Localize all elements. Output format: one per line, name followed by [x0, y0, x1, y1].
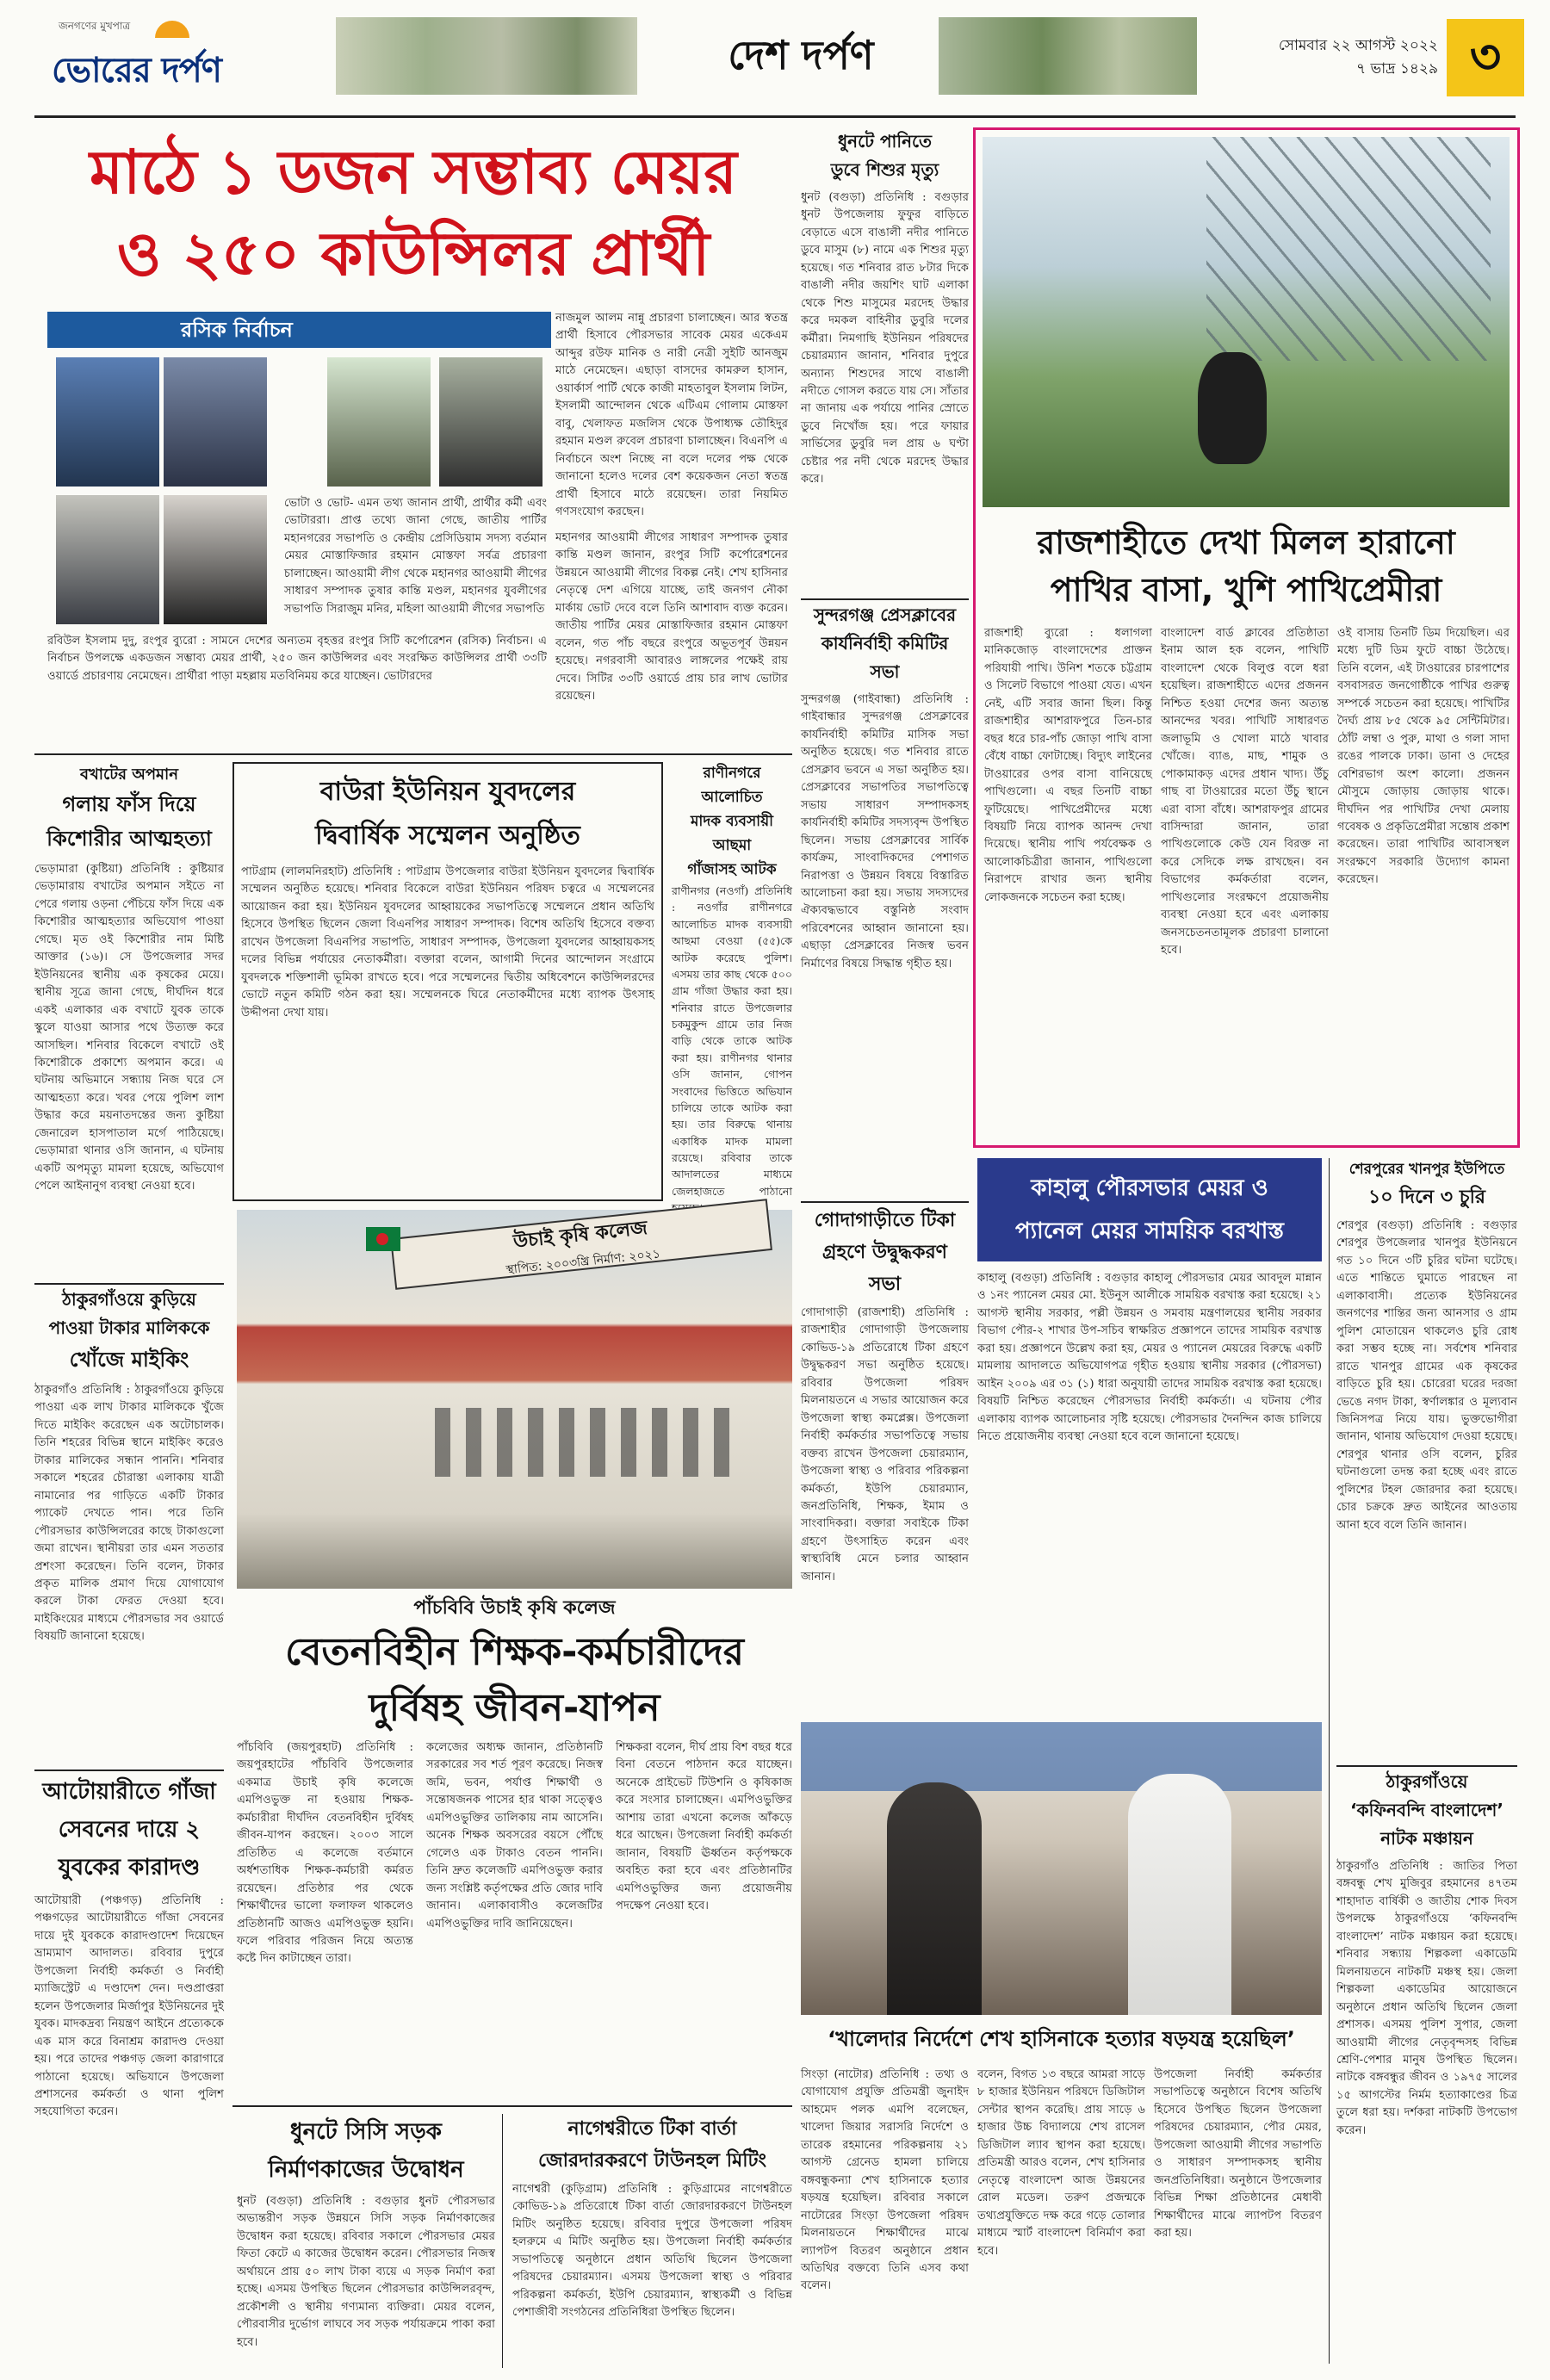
wallet-title-1: ঠাকুরগাঁওয়ে কুড়িয়ে	[62, 1289, 196, 1310]
lead-body-col3b: মহানগর আওয়ামী লীগের সাধারণ সম্পাদক তুষার কান্তি মণ্ডল জানান, রংপুর সিটি কর্পোরেশনের উন্নয়নে আওয়ামী লীগের বিকল্প নেই। শেখ হাসিনার নেতৃত্বে দেশ এগিয়ে যাচ্ছে, তাই জনগণ নৌকা মার্কায় ভোট দেবে বলে তিনি আশাবাদ ব্যক্ত করেন। জাতীয় পার্টির মেয়র মোস্তাফিজার রহমান মোস্তফা বলেন, গত পাঁচ বছরে রংপুরে অভূতপূর্ব উন্নয়ন হয়েছে। নগরবাসী আবারও লাঙ্গলের পক্ষেই রায় দেবে। সিটির ৩৩টি ওয়ার্ডে প্রায় চার লাখ ভোটার রয়েছেন।	[555, 531, 788, 703]
mid-rule-2	[801, 1201, 969, 1203]
masthead-rule	[34, 115, 1516, 118]
road-title-1: ধুনটে সিসি সড়ক	[290, 2119, 442, 2145]
lead-bottom-rule	[34, 753, 792, 755]
ganja-story	[34, 1774, 224, 2368]
candidate-photo-3	[327, 357, 431, 487]
ganja-title-2: সেবনের দায়ে ২	[58, 1817, 201, 1843]
vaccine-title-2: গ্রহণে উদ্বুদ্ধকরণ	[822, 1242, 947, 1263]
road-tb-divider	[502, 2114, 503, 2368]
vaccine-title-3: সভা	[868, 1274, 902, 1295]
candidate-photo-5	[56, 495, 159, 624]
left-rule-1	[34, 1283, 224, 1285]
lead-body-col3: নাজমুল আলম নান্নু প্রচারণা চালাচ্ছেন। আর স্বতন্ত্র প্রার্থী হিসাবে পৌরসভার সাবেক মেয়র একেএম আব্দুর রউফ মানিক ও নারী নেত্রী সুইটি আনজুম মাঠে নেমেছেন। এছাড়া বাসদের কামরুল হাসান, ওয়ার্কার্স পার্টি থেকে কাজী মাহতাবুল ইসলাম লিটন, ইসলামী আন্দোলন থেকে এটিএম গোলাম মোস্তফা বাবু, খেলাফত মজলিস থেকে উপাধ্যক্ষ তৌহিদুর রহমান মণ্ডল রুবেল প্রচারণা চালাচ্ছেন। বিএনপি এ নির্বাচনে অংশ নিচ্ছে না বলে দলের পক্ষ থেকে জানানো হলেও দলের বেশ কয়েকজন নেতা স্বতন্ত্র প্রার্থী হিসাবে মাঠে রয়েছেন। তারা নিয়মিত গণসংযোগ করছেন।	[555, 312, 788, 518]
drug-title-3: গাঁজাসহ আটক	[687, 861, 777, 878]
lead-headline-line1: মাঠে ১ ডজন সম্ভাব্য মেয়র	[90, 137, 737, 208]
theft-title-2: ১০ দিনে ৩ চুরি	[1368, 1187, 1485, 1208]
press-club-story	[801, 603, 969, 1197]
logo-tagline: জনগণের মুখপাত্র	[59, 20, 131, 32]
lead-body-col1: রবিউল ইসলাম দুদু, রংপুর ব্যুরো : সামনে দেশের অন্যতম বৃহত্তর রংপুর সিটি কর্পোরেশন (রসিক) নির্বাচন। এ নির্বাচন উপলক্ষে একডজন সম্ভাব্য মেয়র প্রার্থী, ২৫০ জন কাউন্সিলর এবং সংরক্ষিত কাউন্সিলর প্রার্থী ৩৩টি ওয়ার্ডে প্রচারণায় নেমেছেন। প্রার্থীরা পাড়া মহল্লায় মতবিনিময় করে যাচ্ছেন। ভোটারদের	[47, 635, 547, 683]
college-headline-1: বেতনবিহীন শিক্ষক-কর্মচারীদের	[285, 1630, 744, 1674]
tower-frame	[1206, 137, 1491, 361]
masthead-photo-strip-left	[336, 17, 637, 95]
logo-block	[52, 19, 250, 96]
candidate-photo-6	[164, 495, 267, 624]
kahalu-headline-2: প্যানেল মেয়র সাময়িক বরখাস্ত	[1014, 1218, 1284, 1244]
ganja-title-3: যুবকের কারাদণ্ড	[58, 1855, 201, 1881]
drug-title-2: মাদক ব্যবসায়ী আছমা	[690, 813, 773, 854]
bauara-body: পাটগ্রাম (লালমনিরহাট) প্রতিনিধি : পাটগ্রাম উপজেলার বাউরা ইউনিয়ন যুবদলের দ্বিবার্ষিক সম্মেলন অনুষ্ঠিত হয়েছে। শনিবার বিকেলে বাউরা ইউনিয়ন পরিষদ চত্বরে এ সম্মেলনের আয়োজন করা হয়। ইউনিয়ন যুবদলের আহ্বায়কের সভাপতিত্বে সম্মেলনে প্রধান অতিথি হিসেবে উপস্থিত ছিলেন জেলা বিএনপির সাধারণ সম্পাদক। বিশেষ অতিথি হিসেবে বক্তব্য রাখেন উপজেলা বিএনপির সভাপতি, সাধারণ সম্পাদক, উপজেলা যুবদলের আহ্বায়কসহ দলের বিভিন্ন পর্যায়ের নেতাকর্মীরা। বক্তারা বলেন, আগামী দিনের আন্দোলন সংগ্রামে যুবদলকে শক্তিশালী ভূমিকা রাখতে হবে। পরে সম্মেলনের দ্বিতীয় অধিবেশনে কাউন্সিলরদের ভোটে নতুন কমিটি গঠন করা হয়। সম্মেলনকে ঘিরে নেতাকর্মীদের মধ্যে ব্যাপক উৎসাহ উদ্দীপনা দেখা যায়।	[241, 865, 654, 1020]
bird-body-3: ওই বাসায় তিনটি ডিম দিয়েছিল। এর মধ্যে দুটি ডিম ফুটে বাচ্চা উঠেছে। তিনি বলেন, এই টাওয়ারের চারপাশের বসবাসরত জনগোষ্ঠীকে পাখির গুরুত্ব সম্পর্কে সচেতন করা হয়েছে। পাখিটির দৈর্ঘ্য প্রায় ৮৫ থেকে ৯৫ সেন্টিমিটার। ঠোঁট লম্বা ও পুরু, মাথা ও গলা সাদা রঙের পালকে ঢাকা। ডানা ও দেহের বেশিরভাগ অংশ কালো। প্রজনন মৌসুমে জোড়ায় জোড়ায় থাকে। দীর্ঘদিন পর পাখিটির দেখা মেলায় গবেষক ও প্রকৃতিপ্রেমীরা সন্তোষ প্রকাশ করেছেন। তারা পাখিটির আবাসস্থল সংরক্ষণে সরকারি উদ্যোগ কামনা করেছেন।	[1337, 627, 1510, 887]
logo-text: ভোরের দর্পণ	[52, 51, 221, 90]
wallet-body: ঠাকুরগাঁও প্রতিনিধি : ঠাকুরগাঁওয়ে কুড়িয়ে পাওয়া এক লাখ টাকার মালিককে খুঁজে দিতে মাইকিং করেছেন এক অটোচালক। তিনি শহরের বিভিন্ন স্থানে মাইকিং করেও টাকার মালিকের সন্ধান পাননি। শনিবার সকালে শহরের চৌরাস্তা এলাকায় যাত্রী নামানোর পর গাড়িতে একটি টাকার প্যাকেট দেখতে পান। পরে তিনি পৌরসভার কাউন্সিলরের কাছে টাকাগুলো জমা রাখেন। স্থানীয়রা তার এমন সততার প্রশংসা করেছেন। তিনি বলেন, টাকার প্রকৃত মালিক প্রমাণ দিয়ে যোগাযোগ করলে টাকা ফেরত দেওয়া হবে। মাইকিংয়ের মাধ্যমে পৌরসভার সব ওয়ার্ডে বিষয়টি জানানো হয়েছে।	[34, 1384, 224, 1644]
ganja-title-1: আটোয়ারীতে গাঁজা	[42, 1779, 216, 1805]
candidate-photo-2	[164, 357, 267, 487]
lead-headline-line2: ও ২৫০ কাউন্সিলর প্রার্থী	[116, 219, 710, 289]
vaccine-story	[801, 1205, 969, 1705]
bauara-title-2: দ্বিবার্ষিক সম্মেলন অনুষ্ঠিত	[315, 821, 580, 851]
drowning-title-2: ডুবে শিশুর মৃত্যু	[830, 159, 939, 180]
bird-body-1: রাজশাহী ব্যুরো : ধলাগলা মানিকজোড় বাংলাদেশের প্রাক্তন পরিযায়ী পাখি। উনিশ শতকে চট্টগ্রাম ও সিলেট বিভাগে পাওয়া যেত। এখন নেই, এটি সবার জানা ছিল। কিন্তু রাজশাহীর আশরাফপুরে তিন-চার বছর ধরে চার-পাঁচ জোড়া পাখি বাসা বেঁধে বাচ্চা ফোটাচ্ছে। বিদ্যুৎ লাইনের টাওয়ারের ওপর বাসা বানিয়েছে পাখিগুলো। এ বছর তিনটি বাচ্চা ফুটিয়েছে। পাখিপ্রেমীদের মধ্যে বিষয়টি নিয়ে ব্যাপক আনন্দ দেখা দিয়েছে। স্থানীয় পাখি পর্যবেক্ষক ও আলোকচিত্রীরা জানান, পাখিগুলো নিরাপদে রাখার জন্য স্থানীয় লোকজনকে সচেতন করা হচ্ছে।	[984, 627, 1152, 904]
college-body-1: পাঁচবিবি (জয়পুরহাট) প্রতিনিধি : জয়পুরহাটের পাঁচবিবি উপজেলার একমাত্র উচাই কৃষি কলেজে এমপিওভুক্ত না হওয়ায় শিক্ষক-কর্মচারীরা দীর্ঘদিন বেতনবিহীন দুর্বিষহ জীবন-যাপন করছেন। ২০০৩ সালে প্রতিষ্ঠিত এ কলেজে বর্তমানে অর্ধশতাধিক শিক্ষক-কর্মচারী কর্মরত রয়েছেন। প্রতিষ্ঠার পর থেকে শিক্ষার্থীদের ভালো ফলাফল থাকলেও প্রতিষ্ঠানটি আজও এমপিওভুক্ত হয়নি। ফলে পরিবার পরিজন নিয়ে অত্যন্ত কষ্টে দিন কাটাচ্ছেন তারা।	[237, 1741, 413, 1966]
road-body: ধুনট (বগুড়া) প্রতিনিধি : বগুড়ার ধুনট পৌরসভার অভ্যন্তরীণ সড়ক উন্নয়নে সিসি সড়ক নির্মাণকাজের উদ্বোধন করা হয়েছে। রবিবার সকালে পৌরসভার মেয়র ফিতা কেটে এ কাজের উদ্বোধন করেন। পৌরসভার নিজস্ব অর্থায়নে প্রায় ৫০ লাখ টাকা ব্যয়ে এ সড়ক নির্মাণ করা হচ্ছে। এসময় উপস্থিত ছিলেন পৌরসভার কাউন্সিলরবৃন্দ, প্রকৌশলী ও স্থানীয় গণ্যমান্য ব্যক্তিরা। মেয়র বলেন, পৌরবাসীর দুর্ভোগ লাঘবে সব সড়ক পর্যায়ক্রমে পাকা করা হবে।	[237, 2195, 495, 2349]
lead-kicker: রসিক নির্বাচন	[47, 312, 551, 348]
wallet-story	[34, 1287, 224, 1765]
college-sign-name: উচাই কৃষি কলেজ	[512, 1217, 648, 1254]
right-col-divider	[1329, 1158, 1330, 2364]
laptop-event-photo	[801, 1722, 1322, 2015]
right-rule	[1336, 1765, 1517, 1767]
masthead-date	[1214, 34, 1438, 86]
theft-title-1: শেরপুরের খানপুর ইউপিতে	[1348, 1161, 1505, 1178]
left-rule-2	[34, 1770, 224, 1771]
tb-title-2: জোরদারকরণে টাউনহল মিটিং	[538, 2150, 766, 2172]
suicide-story	[34, 762, 224, 1279]
suicide-title-1: বখাটের অপমান	[79, 765, 179, 784]
drama-title-3: নাটক মঞ্চায়ন	[1380, 1828, 1473, 1849]
theft-story	[1336, 1158, 1517, 1761]
college-flag	[366, 1227, 400, 1251]
banner-backdrop	[801, 1722, 1322, 1791]
drowning-body: ধুনট (বগুড়া) প্রতিনিধি : বগুড়ার ধুনট উপজেলায় ফুফুর বাড়িতে বেড়াতে এসে বাঙালী নদীর পানিতে ডুবে মাসুম (৮) নামে এক শিশুর মৃত্যু হয়েছে। গত শনিবার রাত ৮টার দিকে বাঙালী নদীর জয়শিং ঘাট এলাকা থেকে শিশু মাসুমের মরদেহ উদ্ধার করে দমকল বাহিনীর ডুবুরি দলের কর্মীরা। নিমগাছি ইউনিয়ন পরিষদের চেয়ারম্যান জানান, শনিবার দুপুরে অন্যান্য শিশুদের সাথে বাঙালী নদীতে গোসল করতে যায় সে। সাঁতার না জানায় এক পর্যায়ে পানির স্রোতে ডুবে নিখোঁজ হয়। পরে ফায়ার সার্ভিসের ডুবুরি দল প্রায় ৬ ঘণ্টা চেষ্টার পর নদী থেকে মরদেহ উদ্ধার করে।	[801, 191, 969, 487]
bird-story	[973, 127, 1520, 1148]
college-photo-caption: পাঁচবিবি উচাই কৃষি কলেজ	[413, 1597, 616, 1619]
bird-headline-1: রাজশাহীতে দেখা মিলল হারানো	[1037, 524, 1455, 561]
drowning-story	[801, 129, 969, 594]
wallet-title-2: পাওয়া টাকার মালিককে	[48, 1317, 210, 1338]
drama-body: ঠাকুরগাঁও প্রতিনিধি : জাতির পিতা বঙ্গবন্ধু শেখ মুজিবুর রহমানের ৪৭তম শাহাদাত বার্ষিকী ও জাতীয় শোক দিবস উপলক্ষে ঠাকুরগাঁওয়ে ‘কফিনবন্দি বাংলাদেশ’ নাটক মঞ্চায়ন করা হয়েছে। শনিবার সন্ধ্যায় শিল্পকলা একাডেমি মিলনায়তনে নাটকটি মঞ্চস্থ হয়। জেলা শিল্পকলা একাডেমির আয়োজনে অনুষ্ঠানে প্রধান অতিথি ছিলেন জেলা প্রশাসক। এসময় পুলিশ সুপার, জেলা আওয়ামী লীগের নেতৃবৃন্দসহ বিভিন্ন শ্রেণি-পেশার মানুষ উপস্থিত ছিলেন। নাটকে বঙ্গবন্ধুর জীবন ও ১৯৭৫ সালের ১৫ আগস্টের নির্মম হত্যাকাণ্ডের চিত্র তুলে ধরা হয়। দর্শকরা নাটকটি উপভোগ করেন।	[1336, 1860, 1517, 2137]
lead-story	[34, 125, 792, 749]
press-title-3: সভা	[870, 661, 900, 682]
college-sign-year: স্থাপিত: ২০০৩খ্রি নির্মাণ: ২০২১	[505, 1247, 661, 1278]
drowning-title-1: ধুনটে পানিতে	[837, 131, 933, 152]
page-number: ৩	[1447, 19, 1524, 96]
kahalu-body: কাহালু (বগুড়া) প্রতিনিধি : বগুড়ার কাহালু পৌরসভার মেয়র আবদুল মান্নান ও ১নং প্যানেল মেয়র মো. ইউনুস আলীকে সাময়িক বরখাস্ত করা হয়েছে। ২১ আগস্ট স্থানীয় সরকার, পল্লী উন্নয়ন ও সমবায় মন্ত্রণালয়ের স্থানীয় সরকার বিভাগ পৌর-২ শাখার উপ-সচিব স্বাক্ষরিত প্রজ্ঞাপনে তাদের সাময়িক বরখাস্ত করা হয়। প্রজ্ঞাপনে উল্লেখ করা হয়, মেয়র ও প্যানেল মেয়রের বিরুদ্ধে একটি মামলায় আদালতে অভিযোগপত্র গৃহীত হওয়ায় স্থানীয় সরকার (পৌরসভা) আইন ২০০৯ এর ৩১ (১) ধারা অনুযায়ী তাদের সাময়িক বরখাস্ত করা হয়েছে। বিষয়টি নিশ্চিত করেছেন পৌরসভার নির্বাহী কর্মকর্তা। এ ঘটনায় পৌর এলাকায় ব্যাপক আলোচনার সৃষ্টি হয়েছে। পৌরসভার দৈনন্দিন কাজ চালিয়ে নিতে প্রয়োজনীয় ব্যবস্থা নেওয়া হবে বলে জানানো হয়েছে।	[977, 1272, 1322, 1444]
masthead-photo-strip-right	[939, 17, 1197, 95]
college-sign	[390, 1199, 772, 1290]
candidate-photo-4	[439, 357, 542, 487]
conspiracy-body-3: উপজেলা নির্বাহী কর্মকর্তার সভাপতিত্বে অনুষ্ঠানে বিশেষ অতিথি হিসেবে উপস্থিত ছিলেন উপজেলা পরিষদের চেয়ারম্যান, পৌর মেয়র, উপজেলা আওয়ামী লীগের সভাপতি ও সাধারণ সম্পাদকসহ স্থানীয় জনপ্রতিনিধিরা। অনুষ্ঠানে উপজেলার বিভিন্ন শিক্ষা প্রতিষ্ঠানের মেধাবী শিক্ষার্থীদের মাঝে ল্যাপটপ বিতরণ করা হয়।	[1154, 2068, 1322, 2241]
vaccine-body: গোদাগাড়ী (রাজশাহী) প্রতিনিধি : রাজশাহীর গোদাগাড়ী উপজেলায় কোভিড-১৯ প্রতিরোধে টিকা গ্রহণে উদ্বুদ্ধকরণ সভা অনুষ্ঠিত হয়েছে। রবিবার উপজেলা পরিষদ মিলনায়তনে এ সভার আয়োজন করে উপজেলা স্বাস্থ্য কমপ্লেক্স। উপজেলা নির্বাহী কর্মকর্তার সভাপতিত্বে সভায় বক্তব্য রাখেন উপজেলা চেয়ারম্যান, উপজেলা স্বাস্থ্য ও পরিবার পরিকল্পনা কর্মকর্তা, ইউপি চেয়ারম্যান, জনপ্রতিনিধি, শিক্ষক, ইমাম ও সাংবাদিকরা। বক্তারা সবাইকে টিকা গ্রহণে উৎসাহিত করেন এবং স্বাস্থ্যবিধি মেনে চলার আহ্বান জানান।	[801, 1306, 969, 1584]
bauara-story	[232, 762, 663, 1201]
road-title-2: নির্মাণকাজের উদ্বোধন	[268, 2157, 464, 2183]
drama-title-2: ‘কফিনবন্দি বাংলাদেশ’	[1350, 1800, 1504, 1820]
wallet-title-3: খোঁজে মাইকিং	[69, 1348, 189, 1372]
mid-rule-1	[801, 598, 969, 600]
college-headline-2: দুর্বিষহ জীবন-যাপন	[369, 1686, 660, 1730]
conspiracy-body-1: সিংড়া (নাটোর) প্রতিনিধি : তথ্য ও যোগাযোগ প্রযুক্তি প্রতিমন্ত্রী জুনাইদ আহমেদ পলক এমপি বলেছেন, খালেদা জিয়ার সরাসরি নির্দেশে ও তারেক রহমানের পরিকল্পনায় ২১ আগস্ট গ্রেনেড হামলা চালিয়ে বঙ্গবন্ধুকন্যা শেখ হাসিনাকে হত্যার ষড়যন্ত্র হয়েছিল। রবিবার সকালে নাটোরের সিংড়া উপজেলা পরিষদ মিলনায়তনে শিক্ষার্থীদের মাঝে ল্যাপটপ বিতরণ অনুষ্ঠানে প্রধান অতিথির বক্তব্যে তিনি এসব কথা বলেন।	[801, 2068, 969, 2293]
stork-bird	[1198, 352, 1267, 464]
date-gregorian: সোমবার ২২ আগস্ট ২০২২	[1278, 37, 1438, 54]
college-body-2: কলেজের অধ্যক্ষ জানান, প্রতিষ্ঠানটি সরকারের সব শর্ত পূরণ করেছে। নিজস্ব জমি, ভবন, পর্যাপ্ত শিক্ষার্থী ও সন্তোষজনক পাসের হার থাকা সত্ত্বেও এমপিওভুক্তির তালিকায় নাম আসেনি। অনেক শিক্ষক অবসরের বয়সে পৌঁছে গেলেও এক টাকাও বেতন পাননি। তিনি দ্রুত কলেজটি এমপিওভুক্ত করার জন্য সংশ্লিষ্ট কর্তৃপক্ষের প্রতি জোর দাবি জানান। এলাকাবাসীও কলেজটির এমপিওভুক্তির দাবি জানিয়েছেন।	[426, 1741, 603, 1931]
suicide-body: ভেড়ামারা (কুষ্টিয়া) প্রতিনিধি : কুষ্টিয়ার ভেড়ামারায় বখাটের অপমান সইতে না পেরে গলায় ওড়না পেঁচিয়ে ফাঁস দিয়ে এক কিশোরীর আত্মহত্যার অভিযোগ পাওয়া গেছে। মৃত ওই কিশোরীর নাম মিষ্টি আক্তার (১৬)। সে উপজেলার সদর ইউনিয়নের স্থানীয় এক কৃষকের মেয়ে। স্থানীয় সূত্রে জানা গেছে, দীর্ঘদিন ধরে একই এলাকার এক বখাটে যুবক তাকে স্কুলে যাওয়া আসার পথে উত্যক্ত করে আসছিল। শনিবার বিকেলে বখাটে ওই কিশোরীকে প্রকাশ্যে অপমান করে। এ ঘটনায় অভিমানে সন্ধ্যায় নিজ ঘরে সে আত্মহত্যা করে। খবর পেয়ে পুলিশ লাশ উদ্ধার করে ময়নাতদন্তের জন্য কুষ্টিয়া জেনারেল হাসপাতাল মর্গে পাঠিয়েছে। ভেড়ামারা থানার ওসি জানান, এ ঘটনায় একটি অপমৃত্যু মামলা হয়েছে, অভিযোগ পেলে আইনানুগ ব্যবস্থা নেওয়া হবে।	[34, 863, 224, 1193]
ganja-body: আটোয়ারী (পঞ্চগড়) প্রতিনিধি : পঞ্চগড়ের আটোয়ারীতে গাঁজা সেবনের দায়ে দুই যুবককে কারাদণ্ডাদেশ দিয়েছেন ভ্রাম্যমাণ আদালত। রবিবার দুপুরে উপজেলা নির্বাহী কর্মকর্তা ও নির্বাহী ম্যাজিস্ট্রেট এ দণ্ডাদেশ দেন। দণ্ডপ্রাপ্তরা হলেন উপজেলার মির্জাপুর ইউনিয়নের দুই যুবক। মাদকদ্রব্য নিয়ন্ত্রণ আইনে প্রত্যেককে এক মাস করে বিনাশ্রম কারাদণ্ড দেওয়া হয়। পরে তাদের পঞ্চগড় জেলা কারাগারে পাঠানো হয়েছে। অভিযানে উপজেলা প্রশাসনের কর্মকর্তা ও থানা পুলিশ সহযোগিতা করেন।	[34, 1894, 224, 2119]
kahalu-headline-1: কাহালু পৌরসভার মেয়র ও	[1031, 1175, 1268, 1201]
drama-title-1: ঠাকুরগাঁওয়ে	[1386, 1771, 1468, 1792]
press-title-1: সুন্দরগঞ্জ প্রেসক্লাবের	[813, 604, 957, 625]
suicide-title-3: কিশোরীর আত্মহত্যা	[46, 827, 212, 851]
college-bottom-rule	[232, 2105, 792, 2107]
college-photo	[237, 1210, 792, 1589]
drug-body: রাণীনগর (নওগাঁ) প্রতিনিধি : নওগাঁর রাণীনগরে আলোচিত মাদক ব্যবসায়ী আছমা বেওয়া (৫৫)কে আটক করেছে পুলিশ। এসময় তার কাছ থেকে ৫০০ গ্রাম গাঁজা উদ্ধার করা হয়। শনিবার রাতে উপজেলার চকমুকুন্দ গ্রামে তার নিজ বাড়ি থেকে তাকে আটক করা হয়। রাণীনগর থানার ওসি জানান, গোপন সংবাদের ভিত্তিতে অভিযান চালিয়ে তাকে আটক করা হয়। তার বিরুদ্ধে থানায় একাধিক মাদক মামলা রয়েছে। রবিবার তাকে আদালতের মাধ্যমে জেলহাজতে পাঠানো	[672, 884, 792, 1198]
theft-body: শেরপুর (বগুড়া) প্রতিনিধি : বগুড়ার শেরপুর উপজেলার খানপুর ইউনিয়নে গত ১০ দিনে ৩টি চুরির ঘটনা ঘটেছে। এতে শান্তিতে ঘুমাতে পারছেন না এলাকাবাসী। প্রত্যেক ইউনিয়নের জনগণের শান্তির জন্য আনসার ও গ্রাম পুলিশ মোতায়েন থাকলেও চুরি রোধ করা সম্ভব হচ্ছে না। সর্বশেষ শনিবার রাতে খানপুর গ্রামের এক কৃষকের বাড়িতে চুরি হয়। চোরেরা ঘরের দরজা ভেঙে নগদ টাকা, স্বর্ণালঙ্কার ও মূল্যবান জিনিসপত্র নিয়ে যায়। ভুক্তভোগীরা জানান, থানায় অভিযোগ দেওয়া হয়েছে। শেরপুর থানার ওসি বলেন, চুরির ঘটনাগুলো তদন্ত করা হচ্ছে এবং রাতে পুলিশের টহল জোরদার করা হয়েছে। চোর চক্রকে দ্রুত আইনের আওতায় আনা হবে বলে তিনি জানান।	[1336, 1219, 1517, 1532]
college-people	[435, 1408, 745, 1477]
tb-title-1: নাগেশ্বরীতে টিকা বার্তা	[567, 2118, 737, 2140]
vaccine-title-1: গোদাগাড়ীতে টিকা	[814, 1210, 956, 1231]
drug-title-1: রাণীনগরে আলোচিত	[701, 765, 763, 806]
bauara-title-1: বাউরা ইউনিয়ন যুবদলের	[319, 777, 576, 807]
date-bangla: ৭ ভাদ্র ১৪২৯	[1356, 60, 1438, 78]
vaccine-townhall-story	[512, 2114, 792, 2368]
suicide-title-2: গলায় ফাঁস দিয়ে	[62, 792, 196, 816]
bird-body-2: বাংলাদেশ বার্ড ক্লাবের প্রতিষ্ঠাতা ইনাম আল হক বলেন, পাখিটি বাংলাদেশ থেকে বিলুপ্ত বলে ধরা হয়েছিল। রাজশাহীতে এদের প্রজনন নিশ্চিত হওয়া দেশের জন্য অত্যন্ত আনন্দের খবর। পাখিটি সাধারণত জলাভূমি ও খোলা মাঠে খাবার খোঁজে। ব্যাঙ, মাছ, শামুক ও পোকামাকড় এদের প্রধান খাদ্য। উঁচু গাছ বা টাওয়ারের মতো উঁচু স্থানে এরা বাসা বাঁধে। আশরাফপুর গ্রামের বাসিন্দারা জানান, তারা পাখিগুলোকে কেউ যেন বিরক্ত না করে সেদিকে লক্ষ রাখছেন। বন বিভাগের কর্মকর্তারা বলেন, পাখিগুলোর সংরক্ষণে প্রয়োজনীয় ব্যবস্থা নেওয়া হবে এবং এলাকায় জনসচেতনতামূলক প্রচারণা চালানো হবে।	[1161, 627, 1329, 958]
press-body: সুন্দরগঞ্জ (গাইবান্ধা) প্রতিনিধি : গাইবান্ধার সুন্দরগঞ্জ প্রেসক্লাবের কার্যনির্বাহী কমিটির মাসিক সভা অনুষ্ঠিত হয়েছে। গত শনিবার রাতে প্রেসক্লাব ভবনে এ সভা অনুষ্ঠিত হয়। প্রেসক্লাবের সভাপতির সভাপতিত্বে সভায় সাধারণ সম্পাদকসহ কার্যনির্বাহী কমিটির সদস্যবৃন্দ উপস্থিত ছিলেন। সভায় প্রেসক্লাবের সার্বিক কার্যক্রম, সাংবাদিকদের পেশাগত নিরাপত্তা ও উন্নয়ন বিষয়ে বিস্তারিত আলোচনা করা হয়। সভায় সদস্যদের ঐক্যবদ্ধভাবে বস্তুনিষ্ঠ সংবাদ পরিবেশনের আহ্বান জানানো হয়। এছাড়া প্রেসক্লাবের নিজস্ব ভবন নির্মাণের বিষয়ে সিদ্ধান্ত গৃহীত হয়।	[801, 693, 969, 970]
student-figure	[887, 1782, 982, 2015]
guest-figure	[1128, 1774, 1231, 2015]
candidate-photo-1	[56, 357, 159, 487]
section-title: দেশ দর্পণ	[728, 32, 874, 78]
drug-story	[672, 762, 792, 1201]
conspiracy-body-2: বলেন, বিগত ১৩ বছরে আমরা সাড়ে ৮ হাজার ইউনিয়ন পরিষদে ডিজিটাল সেন্টার স্থাপন করেছি। প্রায় সাড়ে ৬ হাজার উচ্চ বিদ্যালয়ে শেখ রাসেল ডিজিটাল ল্যাব স্থাপন করা হয়েছে। প্রতিমন্ত্রী আরও বলেন, শেখ হাসিনার নেতৃত্বে বাংলাদেশ আজ উন্নয়নের রোল মডেল। তরুণ প্রজন্মকে তথ্যপ্রযুক্তিতে দক্ষ করে গড়ে তোলার মাধ্যমে স্মার্ট বাংলাদেশ বিনির্মাণ করা হবে।	[977, 2068, 1145, 2258]
bird-headline-2: পাখির বাসা, খুশি পাখিপ্রেমীরা	[1050, 571, 1442, 609]
tb-body: নাগেশ্বরী (কুড়িগ্রাম) প্রতিনিধি : কুড়িগ্রামের নাগেশ্বরীতে কোভিড-১৯ প্রতিরোধে টিকা বার্তা জোরদারকরণে টাউনহল মিটিং অনুষ্ঠিত হয়েছে। রবিবার দুপুরে উপজেলা পরিষদ হলরুমে এ মিটিং অনুষ্ঠিত হয়। উপজেলা নির্বাহী কর্মকর্তার সভাপতিত্বে অনুষ্ঠানে প্রধান অতিথি ছিলেন উপজেলা পরিষদের চেয়ারম্যান। এসময় উপজেলা স্বাস্থ্য ও পরিবার পরিকল্পনা কর্মকর্তা, ইউপি চেয়ারম্যান, স্বাস্থ্যকর্মী ও বিভিন্ন পেশাজীবী সংগঠনের প্রতিনিধিরা উপস্থিত ছিলেন।	[512, 2183, 792, 2320]
bird-photo	[983, 137, 1510, 507]
drama-story	[1336, 1770, 1517, 2368]
college-body-3: শিক্ষকরা বলেন, দীর্ঘ প্রায় বিশ বছর ধরে বিনা বেতনে পাঠদান করে যাচ্ছেন। অনেকে প্রাইভেট টিউশনি ও কৃষিকাজ করে সংসার চালাচ্ছেন। এমপিওভুক্তির আশায় তারা এখনো কলেজ আঁকড়ে ধরে আছেন। উপজেলা নির্বাহী কর্মকর্তা জানান, বিষয়টি ঊর্ধ্বতন কর্তৃপক্ষকে অবহিত করা হবে এবং প্রতিষ্ঠানটির এমপিওভুক্তির জন্য প্রয়োজনীয় পদক্ষেপ নেওয়া হবে।	[616, 1741, 792, 1913]
kahalu-headline-block	[977, 1158, 1322, 1261]
conspiracy-headline: ‘খালেদার নির্দেশে শেখ হাসিনাকে হত্যার ষড়যন্ত্র হয়েছিল’	[828, 2027, 1295, 2051]
press-title-2: কার্যনির্বাহী কমিটির	[821, 633, 949, 654]
road-story	[237, 2114, 495, 2368]
masthead	[0, 0, 1550, 116]
lead-body-col2: ভোটা ও ভোট- এমন তথ্য জানান প্রার্থী, প্রার্থীর কর্মী এবং ভোটাররা। প্রাপ্ত তথ্যে জানা গেছে, জাতীয় পার্টির মহানগরের সভাপতি ও কেন্দ্রীয় প্রেসিডিয়াম সদস্য বর্তমান মেয়র মোস্তাফিজার রহমান মোস্তফা সর্বত্র প্রচারণা চালাচ্ছেন। আওয়ামী লীগ থেকে মহানগর আওয়ামী লীগের সাধারণ সম্পাদক তুষার কান্তি মণ্ডল, মহানগর যুবলীগের সভাপতি সিরাজুম মনির, মহিলা আওয়ামী লীগের সভাপতি	[284, 497, 547, 616]
